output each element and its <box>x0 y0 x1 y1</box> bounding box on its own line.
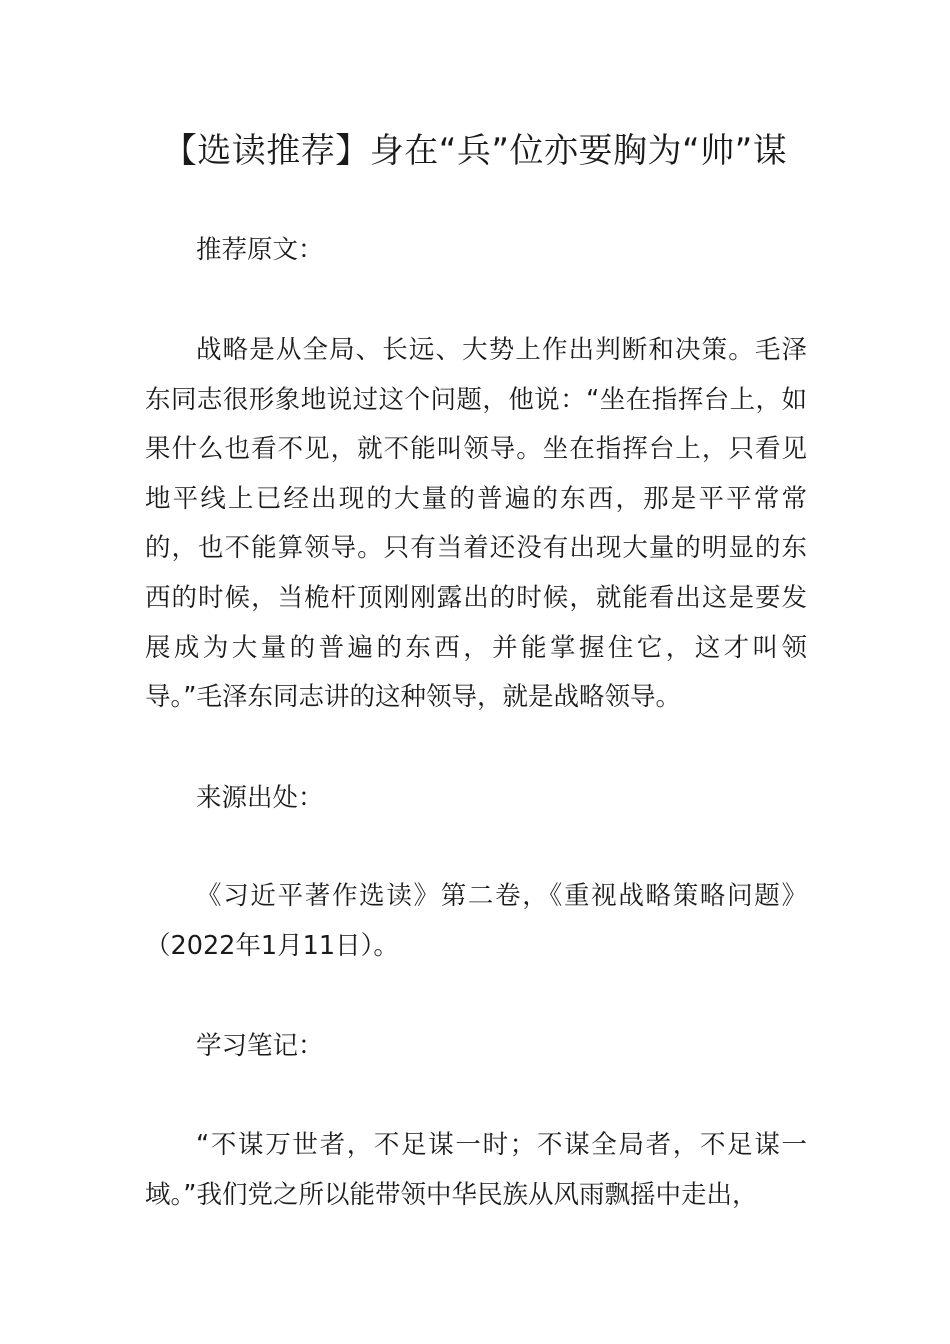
section-heading-study-notes: 学习笔记： <box>196 1031 324 1061</box>
section-heading-recommended-text: 推荐原文： <box>196 235 324 265</box>
section-body-study-notes: “不谋万世者，不足谋一时；不谋全局者，不足谋一域。”我们党之所以能带领中华民族从风雨飘摇中走出， <box>145 1130 807 1210</box>
section-body-recommended-text: 战略是从全局、长远、大势上作出判断和决策。毛泽东同志很形象地说过这个问题，他说：“坐在指挥台上，如果什么也看不见，就不能叫领导。坐在指挥台上，只看见地平线上已经出现的大量的普遍的东西，那是平平常常的，也不能算领导。只有当着还没有出现大量的明显的东西的时候，当桅杆顶刚刚露出的时候，就能看出这是要发展成为大量的普遍的东西，并能掌握住它，这才叫领导。”毛泽东同志讲的这种领导，就是战略领导。 <box>145 335 807 713</box>
section-heading-source: 来源出处： <box>196 783 324 813</box>
document-title: 【选读推荐】身在“兵”位亦要胸为“帅”谋 <box>162 131 788 171</box>
section-body-source: 《习近平著作选读》第二卷，《重视战略策略问题》（2022年1月11日）。 <box>145 881 807 961</box>
